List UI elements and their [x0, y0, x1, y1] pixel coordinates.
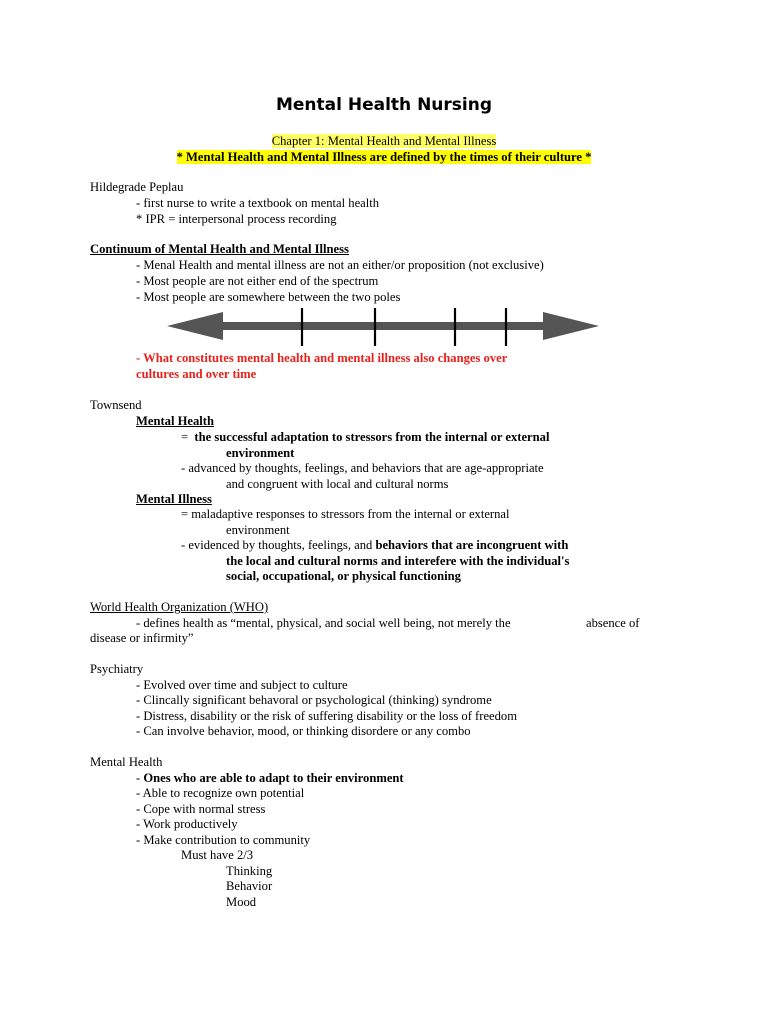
- must-have-item-mood: Mood: [226, 895, 257, 909]
- townsend-mi-definition-1: = maladaptive responses to stressors from the internal or external: [181, 507, 510, 521]
- chapter-heading: [0, 134, 768, 150]
- continuum-red-line-1: [136, 351, 507, 367]
- mental-health-bullet-3: - Work productively: [136, 817, 238, 831]
- townsend-mi-evidenced-1: [181, 538, 568, 554]
- double-arrow-shape: [167, 312, 599, 340]
- peplau-heading: Hildegrade Peplau: [90, 180, 184, 194]
- psychiatry-bullet-3: - Distress, disability or the risk of suffering disability or the loss of freedom: [136, 709, 518, 723]
- townsend-mh-advanced-1: - advanced by thoughts, feelings, and behaviors that are age-appropriate: [181, 461, 544, 475]
- continuum-heading: Continuum of Mental Health and Mental Illness: [90, 242, 349, 256]
- townsend-mh-advanced-2: and congruent with local and cultural norms: [226, 477, 449, 491]
- culture-note: [0, 150, 768, 166]
- psychiatry-heading: Psychiatry: [90, 662, 144, 676]
- must-have-line: Must have 2/3: [181, 848, 254, 862]
- culture-note-text: * Mental Health and Mental Illness are defined by the times of their culture *: [176, 150, 592, 164]
- townsend-mh-definition-1: [181, 430, 549, 446]
- townsend-mh-heading: Mental Health: [136, 414, 214, 428]
- townsend-mh-definition-2: environment: [226, 446, 295, 460]
- mental-health-heading: Mental Health: [90, 755, 163, 769]
- evidenced-bold-1: behaviors that are incongruent with: [375, 538, 569, 552]
- mental-health-bullet-1: - Able to recognize own potential: [136, 786, 305, 800]
- red-dash: -: [136, 351, 144, 365]
- chapter-heading-text: Chapter 1: Mental Health and Mental Illness: [271, 134, 497, 148]
- who-line-1a: - defines health as “mental, physical, and social well being, not merely the: [136, 616, 511, 630]
- continuum-bullet-2: - Most people are not either end of the spectrum: [136, 274, 379, 288]
- peplau-line-2: * IPR = interpersonal process recording: [136, 212, 337, 226]
- must-have-item-behavior: Behavior: [226, 879, 273, 893]
- psychiatry-bullet-4: - Can involve behavior, mood, or thinking disordere or any combo: [136, 724, 471, 738]
- psychiatry-bullet-1: - Evolved over time and subject to culture: [136, 678, 348, 692]
- mental-health-bullet-2: - Cope with normal stress: [136, 802, 266, 816]
- bold-bullet-text: Ones who are able to adapt to their environment: [143, 771, 404, 785]
- mental-health-bullet-bold: [136, 771, 404, 787]
- psychiatry-bullet-2: - Clincally significant behavoral or psychological (thinking) syndrome: [136, 693, 492, 707]
- continuum-red-line-2: cultures and over time: [136, 367, 257, 381]
- who-heading: World Health Organization (WHO): [90, 600, 269, 614]
- who-line-1b: absence of: [586, 616, 640, 630]
- who-line-2: disease or infirmity”: [90, 631, 194, 645]
- bold-dash: -: [136, 771, 144, 785]
- page-title: Mental Health Nursing: [275, 95, 493, 115]
- townsend-heading: Townsend: [90, 398, 142, 412]
- townsend-mi-evidenced-3: social, occupational, or physical functioning: [226, 569, 461, 583]
- equals-prefix: =: [181, 430, 195, 444]
- red-text-1: What constitutes mental health and mental illness also changes over: [143, 351, 508, 365]
- peplau-line-1: - first nurse to write a textbook on mental health: [136, 196, 380, 210]
- must-have-item-thinking: Thinking: [226, 864, 273, 878]
- townsend-mi-definition-2: environment: [226, 523, 290, 537]
- continuum-bullet-3: - Most people are somewhere between the two poles: [136, 290, 401, 304]
- continuum-arrow-diagram: [165, 308, 605, 348]
- evidenced-prefix: - evidenced by thoughts, feelings, and: [181, 538, 376, 552]
- mental-health-bullet-4: - Make contribution to community: [136, 833, 311, 847]
- continuum-bullet-1: - Menal Health and mental illness are not an either/or proposition (not exclusive): [136, 258, 544, 272]
- mh-definition-text: the successful adaptation to stressors from the internal or external: [194, 430, 550, 444]
- townsend-mi-heading: Mental Illness: [136, 492, 212, 506]
- townsend-mi-evidenced-2: the local and cultural norms and interefere with the individual's: [226, 554, 570, 568]
